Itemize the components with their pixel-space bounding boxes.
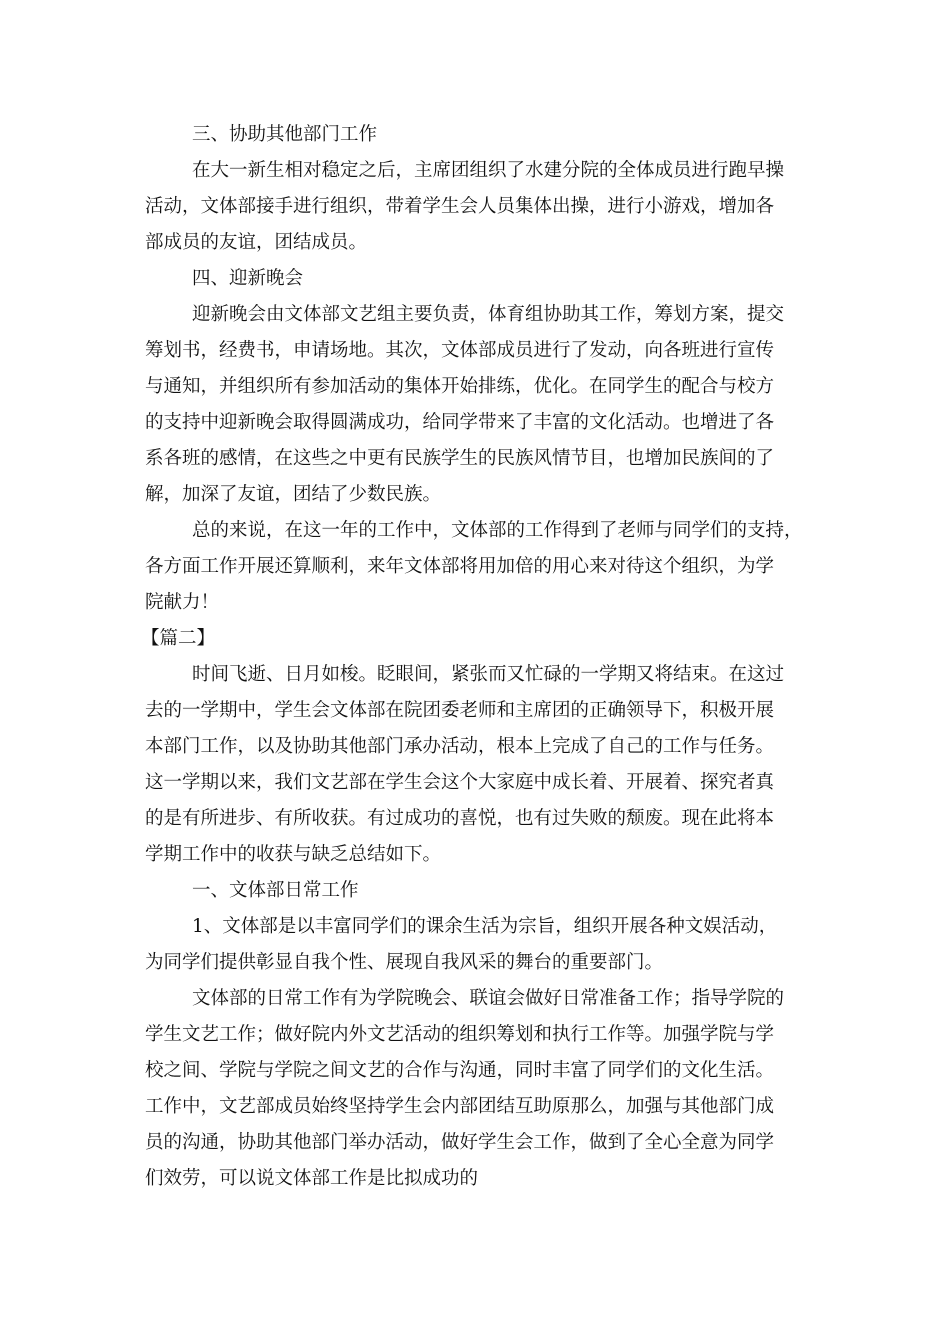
paragraph-line: 工作中，文艺部成员始终坚持学生会内部团结互助原那么，加强与其他部门成 [145, 1096, 775, 1117]
paragraph-line: 的支持中迎新晚会取得圆满成功，给同学带来了丰富的文化活动。也增进了各 [145, 412, 775, 433]
part-heading: 【篇二】 [141, 628, 216, 649]
paragraph-line: 迎新晚会由文体部文艺组主要负责，体育组协助其工作，筹划方案，提交 [192, 304, 785, 325]
paragraph-line: 去的一学期中，学生会文体部在院团委老师和主席团的正确领导下，积极开展 [145, 700, 775, 721]
paragraph-line: 院献力！ [145, 592, 220, 613]
paragraph-line: 在大一新生相对稳定之后，主席团组织了水建分院的全体成员进行跑早操 [192, 160, 785, 181]
paragraph-line: 筹划书，经费书，申请场地。其次，文体部成员进行了发动，向各班进行宣传 [145, 340, 775, 361]
paragraph-line: 时间飞逝、日月如梭。眨眼间，紧张而又忙碌的一学期又将结束。在这过 [192, 664, 785, 685]
paragraph-line: 与通知，并组织所有参加活动的集体开始排练，优化。在同学生的配合与校方 [145, 376, 775, 397]
paragraph-line: 总的来说，在这一年的工作中，文体部的工作得到了老师与同学们的支持， [192, 520, 803, 541]
paragraph-line: 1、文体部是以丰富同学们的课余生活为宗旨，组织开展各种文娱活动， [192, 916, 778, 937]
paragraph-line: 学生文艺工作；做好院内外文艺活动的组织筹划和执行工作等。加强学院与学 [145, 1024, 775, 1045]
paragraph-line: 各方面工作开展还算顺利，来年文体部将用加倍的用心来对待这个组织，为学 [145, 556, 775, 577]
section-heading: 四、迎新晚会 [192, 268, 304, 289]
section-heading: 一、文体部日常工作 [192, 880, 359, 901]
paragraph-line: 校之间、学院与学院之间文艺的合作与沟通，同时丰富了同学们的文化生活。 [145, 1060, 775, 1081]
paragraph-line: 这一学期以来，我们文艺部在学生会这个大家庭中成长着、开展着、探究者真 [145, 772, 775, 793]
paragraph-line: 解，加深了友谊，团结了少数民族。 [145, 484, 442, 505]
paragraph-line: 学期工作中的收获与缺乏总结如下。 [145, 844, 442, 865]
paragraph-line: 员的沟通，协助其他部门举办活动，做好学生会工作，做到了全心全意为同学 [145, 1132, 775, 1153]
paragraph-line: 为同学们提供彰显自我个性、展现自我风采的舞台的重要部门。 [145, 952, 664, 973]
section-heading: 三、协助其他部门工作 [192, 124, 378, 145]
paragraph-line: 的是有所进步、有所收获。有过成功的喜悦，也有过失败的颓废。现在此将本 [145, 808, 775, 829]
paragraph-line: 文体部的日常工作有为学院晚会、联谊会做好日常准备工作；指导学院的 [192, 988, 785, 1009]
paragraph-line: 们效劳，可以说文体部工作是比拟成功的 [145, 1168, 479, 1189]
paragraph-line: 本部门工作，以及协助其他部门承办活动，根本上完成了自己的工作与任务。 [145, 736, 775, 757]
paragraph-line: 活动，文体部接手进行组织，带着学生会人员集体出操，进行小游戏，增加各 [145, 196, 775, 217]
paragraph-line: 系各班的感情，在这些之中更有民族学生的民族风情节目，也增加民族间的了 [145, 448, 775, 469]
paragraph-line: 部成员的友谊，团结成员。 [145, 232, 368, 253]
